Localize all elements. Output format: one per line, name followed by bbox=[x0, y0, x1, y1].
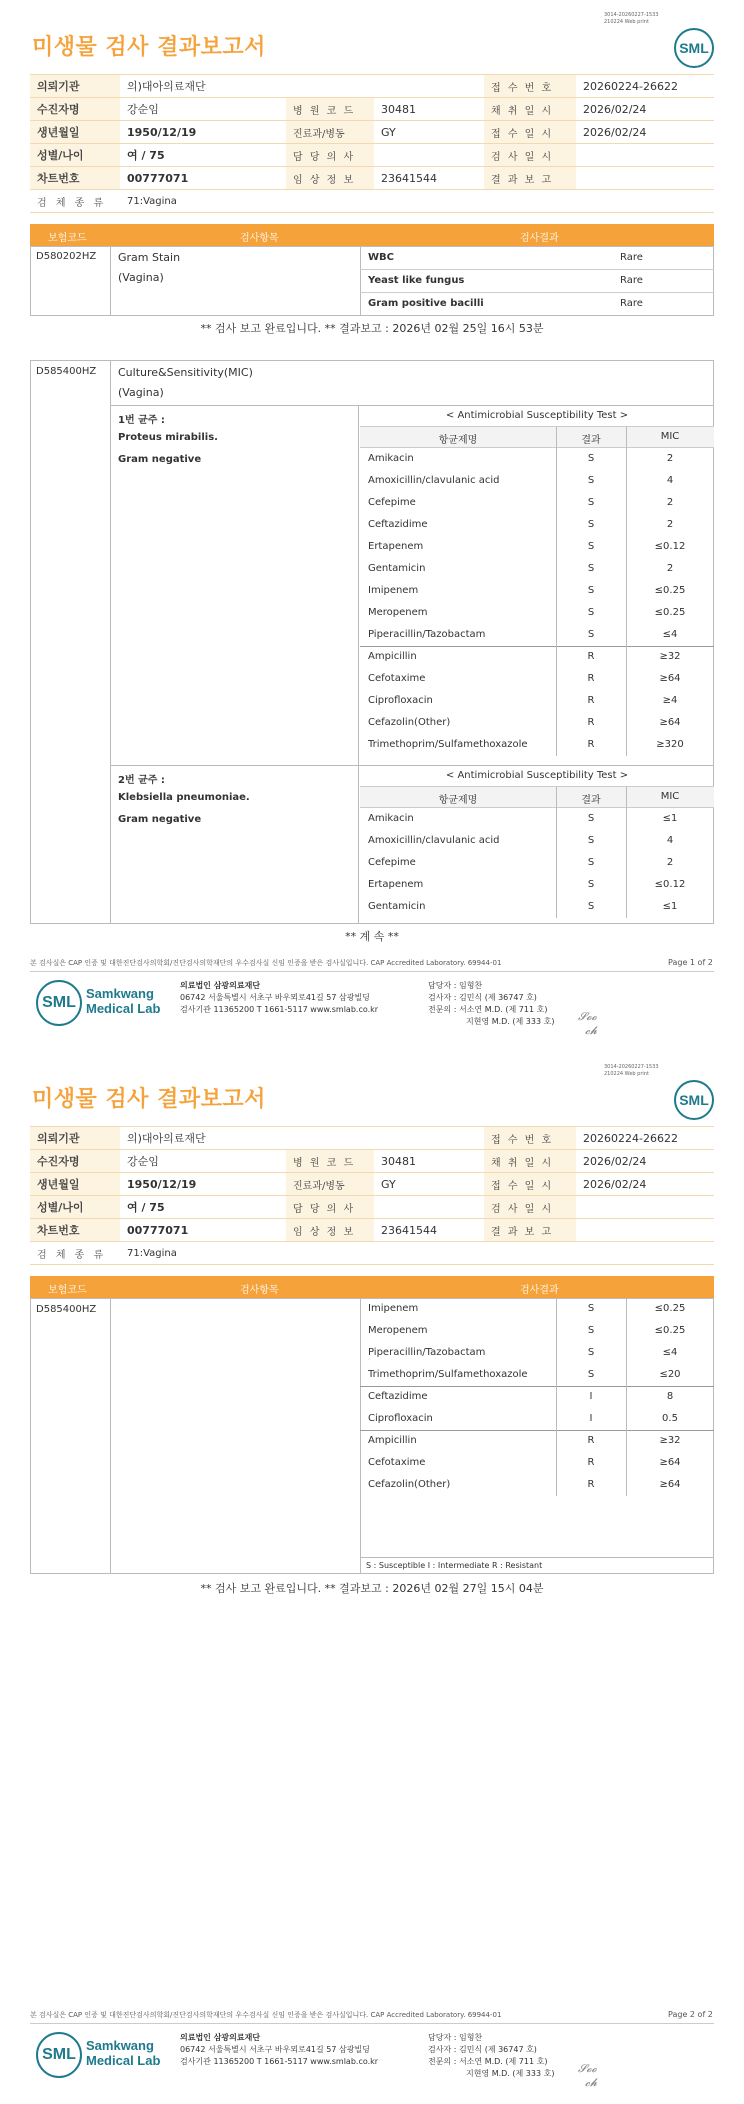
value: 23641544 bbox=[374, 167, 484, 190]
col-code: 보험코드 bbox=[48, 233, 87, 244]
footer-sml-logo: SML bbox=[36, 2032, 82, 2078]
report-complete-note: ** 검사 보고 완료입니다. ** 결과보고 : 2026년 02월 25일 16시 53분 bbox=[200, 322, 544, 335]
drug-name: Cefepime bbox=[368, 497, 416, 508]
drug-name: Imipenem bbox=[368, 585, 419, 596]
ast-col-result: 결과 bbox=[581, 435, 601, 446]
value: 1950/12/19 bbox=[120, 1173, 286, 1196]
col-divider bbox=[556, 427, 557, 756]
value: 71:Vagina bbox=[120, 190, 714, 213]
gram-result-value: Rare bbox=[620, 252, 643, 263]
drug-result: I bbox=[589, 1413, 593, 1424]
brand-line: Medical Lab bbox=[86, 1001, 161, 1016]
label: 검 사 일 시 bbox=[484, 144, 576, 167]
drug-name: Piperacillin/Tazobactam bbox=[368, 629, 486, 640]
drug-result: R bbox=[587, 673, 595, 684]
value: 의)대아의료재단 bbox=[120, 1127, 484, 1150]
drug-result: S bbox=[587, 629, 595, 640]
sml-logo: SML bbox=[674, 28, 714, 68]
test-specimen: (Vagina) bbox=[118, 271, 164, 284]
footer-sml-logo: SML bbox=[36, 980, 82, 1026]
label: 의뢰기관 bbox=[30, 75, 120, 98]
drug-mic: ≤0.25 bbox=[654, 585, 686, 596]
gram-result-name: Gram positive bacilli bbox=[368, 298, 484, 309]
drug-name: Gentamicin bbox=[368, 901, 426, 912]
drug-mic: ≥32 bbox=[659, 651, 681, 662]
drug-mic: ≥64 bbox=[659, 717, 681, 728]
footer-staff bbox=[428, 980, 554, 1028]
label: 성별/나이 bbox=[30, 144, 120, 167]
accreditation-note: 본 검사실은 CAP 인증 및 대한진단검사의학회/진단검사의학재단의 우수검사실 신임 인증을 받은 검사실입니다. CAP Accredited Laboratory. 69944-01 bbox=[30, 959, 502, 967]
result-section-header bbox=[30, 1276, 714, 1298]
print-code-line: 210224 Web print bbox=[604, 19, 649, 25]
drug-mic: ≤4 bbox=[662, 629, 678, 640]
footer-brand bbox=[86, 2038, 160, 2068]
drug-mic: ≤0.12 bbox=[654, 541, 686, 552]
document-title: 미생물 검사 결과보고서 bbox=[32, 1087, 266, 1112]
drug-mic: 4 bbox=[666, 835, 674, 846]
drug-result: S bbox=[587, 813, 595, 824]
test-specimen: (Vagina) bbox=[118, 386, 164, 399]
value bbox=[374, 144, 484, 167]
label: 병 원 코 드 bbox=[286, 98, 374, 121]
gram-result-name: Yeast like fungus bbox=[368, 275, 465, 286]
drug-result: R bbox=[587, 1435, 595, 1446]
value: 여 / 75 bbox=[120, 1196, 286, 1219]
drug-name: Ciprofloxacin bbox=[368, 1413, 433, 1424]
drug-mic: ≤20 bbox=[659, 1369, 681, 1380]
drug-result: S bbox=[587, 857, 595, 868]
drug-name: Ceftazidime bbox=[368, 1391, 428, 1402]
drug-name: Imipenem bbox=[368, 1303, 419, 1314]
staff-line: 담당자 : 임형찬 bbox=[428, 981, 483, 990]
ast-col-mic: MIC bbox=[660, 431, 680, 442]
drug-mic: ≤1 bbox=[662, 901, 678, 912]
value bbox=[374, 1196, 484, 1219]
value: 1950/12/19 bbox=[120, 121, 286, 144]
print-code-line: 3014-20260227-1533 bbox=[604, 1064, 659, 1070]
drug-result: R bbox=[587, 651, 595, 662]
drug-mic: 8 bbox=[666, 1391, 674, 1402]
corp-name: 의료법인 삼광의료재단 bbox=[180, 2033, 261, 2042]
drug-mic: ≥64 bbox=[659, 1457, 681, 1468]
corp-name: 의료법인 삼광의료재단 bbox=[180, 981, 261, 990]
address: 06742 서울특별시 서초구 바우뫼로41길 57 삼광빌딩 bbox=[180, 2045, 370, 2054]
label: 임 상 정 보 bbox=[286, 1219, 374, 1242]
drug-name: Meropenem bbox=[368, 607, 428, 618]
drug-result: S bbox=[587, 879, 595, 890]
drug-name: Cefazolin(Other) bbox=[368, 717, 451, 728]
value bbox=[576, 1196, 714, 1219]
drug-mic: ≤0.25 bbox=[654, 607, 686, 618]
value: 2026/02/24 bbox=[576, 1173, 714, 1196]
drug-result: S bbox=[587, 475, 595, 486]
col-divider bbox=[626, 427, 627, 756]
drug-mic: ≤0.25 bbox=[654, 1325, 686, 1336]
page-number: Page 1 of 2 bbox=[668, 958, 713, 967]
page-number: Page 2 of 2 bbox=[668, 2010, 713, 2019]
label: 차트번호 bbox=[30, 167, 120, 190]
divider bbox=[360, 807, 714, 808]
drug-mic: ≥64 bbox=[659, 673, 681, 684]
value: 2026/02/24 bbox=[576, 98, 714, 121]
insurance-code: D585400HZ bbox=[36, 1304, 97, 1315]
value: 23641544 bbox=[374, 1219, 484, 1242]
gram-result-value: Rare bbox=[620, 275, 643, 286]
drug-result: S bbox=[587, 497, 595, 508]
drug-name: Cefotaxime bbox=[368, 1457, 426, 1468]
report-page-2 bbox=[0, 1052, 744, 2104]
drug-mic: ≤1 bbox=[662, 813, 678, 824]
drug-mic: ≤0.25 bbox=[654, 1303, 686, 1314]
label: 접 수 일 시 bbox=[484, 1173, 576, 1196]
drug-name: Cefepime bbox=[368, 857, 416, 868]
footer-address bbox=[180, 2032, 378, 2068]
print-code-line: 3014-20260227-1533 bbox=[604, 12, 659, 18]
drug-name: Piperacillin/Tazobactam bbox=[368, 1347, 486, 1358]
drug-name: Cefotaxime bbox=[368, 673, 426, 684]
col-divider bbox=[556, 1298, 557, 1496]
group-divider bbox=[360, 1430, 714, 1431]
value: 20260224-26622 bbox=[576, 75, 714, 98]
patient-info-table bbox=[30, 74, 714, 213]
drug-mic: 0.5 bbox=[662, 1413, 678, 1424]
drug-result: S bbox=[587, 835, 595, 846]
label: 담 당 의 사 bbox=[286, 1196, 374, 1219]
staff-line: 지현영 M.D. (제 333 호) bbox=[466, 2069, 555, 2078]
signature-image: 𝓢𝓸𝓸 𝓬𝓱 bbox=[578, 1010, 597, 1037]
value bbox=[576, 1219, 714, 1242]
drug-result: R bbox=[587, 739, 595, 750]
ast-col-mic: MIC bbox=[660, 791, 680, 802]
value: 20260224-26622 bbox=[576, 1127, 714, 1150]
value: 강순임 bbox=[120, 98, 286, 121]
organism-gram: Gram negative bbox=[118, 454, 202, 465]
drug-result: R bbox=[587, 695, 595, 706]
brand-line: Samkwang bbox=[86, 986, 154, 1001]
label: 채 취 일 시 bbox=[484, 1150, 576, 1173]
result-legend: S : Susceptible I : Intermediate R : Resistant bbox=[366, 1561, 543, 1570]
col-result: 검사결과 bbox=[520, 1285, 559, 1296]
footer-brand bbox=[86, 986, 160, 1016]
organism-label: 2번 균주 : bbox=[118, 775, 165, 786]
staff-line: 검사자 : 김민식 (제 36747 호) bbox=[428, 2045, 537, 2054]
staff-line: 검사자 : 김민식 (제 36747 호) bbox=[428, 993, 537, 1002]
drug-name: Trimethoprim/Sulfamethoxazole bbox=[368, 739, 528, 750]
organism-gram: Gram negative bbox=[118, 814, 202, 825]
gram-result-value: Rare bbox=[620, 298, 643, 309]
label: 접 수 번 호 bbox=[484, 75, 576, 98]
value: 71:Vagina bbox=[120, 1242, 714, 1265]
drug-name: Trimethoprim/Sulfamethoxazole bbox=[368, 1369, 528, 1380]
print-code-line: 210224 Web print bbox=[604, 1071, 649, 1077]
drug-result: S bbox=[587, 1347, 595, 1358]
sml-logo: SML bbox=[674, 1080, 714, 1120]
value: 의)대아의료재단 bbox=[120, 75, 484, 98]
value bbox=[576, 144, 714, 167]
drug-name: Ciprofloxacin bbox=[368, 695, 433, 706]
brand-line: Medical Lab bbox=[86, 2053, 161, 2068]
label: 검 체 종 류 bbox=[30, 190, 120, 213]
drug-name: Amikacin bbox=[368, 813, 414, 824]
drug-mic: ≤0.12 bbox=[654, 879, 686, 890]
col-divider bbox=[626, 787, 627, 918]
value bbox=[576, 167, 714, 190]
col-item: 검사항목 bbox=[240, 1285, 279, 1296]
print-code bbox=[604, 1064, 659, 1078]
address: 06742 서울특별시 서초구 바우뫼로41길 57 삼광빌딩 bbox=[180, 993, 370, 1002]
value: GY bbox=[374, 1173, 484, 1196]
value: 강순임 bbox=[120, 1150, 286, 1173]
document-title: 미생물 검사 결과보고서 bbox=[32, 35, 266, 60]
value: 30481 bbox=[374, 1150, 484, 1173]
report-complete-note: ** 검사 보고 완료입니다. ** 결과보고 : 2026년 02월 27일 15시 04분 bbox=[200, 1582, 544, 1595]
contact: 검사기관 11365200 T 1661-5117 www.smlab.co.kr bbox=[180, 1005, 379, 1014]
staff-line: 전문의 : 서소연 M.D. (제 711 호) bbox=[428, 1005, 548, 1014]
value: 여 / 75 bbox=[120, 144, 286, 167]
label: 진료과/병동 bbox=[286, 121, 374, 144]
drug-name: Ampicillin bbox=[368, 651, 417, 662]
ast-title: < Antimicrobial Susceptibility Test > bbox=[445, 770, 629, 781]
label: 접 수 번 호 bbox=[484, 1127, 576, 1150]
patient-info-table bbox=[30, 1126, 714, 1265]
drug-result: S bbox=[587, 1303, 595, 1314]
organism-label: 1번 균주 : bbox=[118, 415, 165, 426]
drug-mic: 2 bbox=[666, 857, 674, 868]
drug-mic: ≥4 bbox=[662, 695, 678, 706]
drug-mic: ≥320 bbox=[656, 739, 684, 750]
footer-staff bbox=[428, 2032, 554, 2080]
value: 2026/02/24 bbox=[576, 121, 714, 144]
drug-name: Amoxicillin/clavulanic acid bbox=[368, 475, 500, 486]
staff-line: 전문의 : 서소연 M.D. (제 711 호) bbox=[428, 2057, 548, 2066]
col-item: 검사항목 bbox=[240, 233, 279, 244]
ast-title: < Antimicrobial Susceptibility Test > bbox=[445, 410, 629, 421]
group-divider bbox=[360, 1386, 714, 1387]
drug-result: S bbox=[587, 541, 595, 552]
value: 00777071 bbox=[120, 1219, 286, 1242]
insurance-code: D580202HZ bbox=[36, 251, 97, 262]
accreditation-note: 본 검사실은 CAP 인증 및 대한진단검사의학회/진단검사의학재단의 우수검사실 신임 인증을 받은 검사실입니다. CAP Accredited Laboratory. 69944-01 bbox=[30, 2011, 502, 2019]
ast-col-drug: 항균제명 bbox=[438, 795, 478, 806]
drug-mic: ≥32 bbox=[659, 1435, 681, 1446]
drug-name: Meropenem bbox=[368, 1325, 428, 1336]
test-name: Gram Stain bbox=[118, 251, 181, 264]
label: 병 원 코 드 bbox=[286, 1150, 374, 1173]
value: 00777071 bbox=[120, 167, 286, 190]
drug-mic: 2 bbox=[666, 519, 674, 530]
brand-line: Samkwang bbox=[86, 2038, 154, 2053]
drug-result: R bbox=[587, 1457, 595, 1468]
label: 수진자명 bbox=[30, 98, 120, 121]
col-code: 보험코드 bbox=[48, 1285, 87, 1296]
drug-result: R bbox=[587, 1479, 595, 1490]
group-divider bbox=[360, 646, 714, 647]
divider bbox=[360, 447, 714, 448]
drug-result: S bbox=[587, 585, 595, 596]
drug-result: S bbox=[587, 563, 595, 574]
drug-result: S bbox=[587, 453, 595, 464]
organism-name: Klebsiella pneumoniae. bbox=[118, 792, 250, 803]
drug-result: S bbox=[587, 1325, 595, 1336]
col-divider bbox=[556, 787, 557, 918]
label: 접 수 일 시 bbox=[484, 121, 576, 144]
label: 검 체 종 류 bbox=[30, 1242, 120, 1265]
drug-result: S bbox=[587, 607, 595, 618]
drug-mic: 4 bbox=[666, 475, 674, 486]
print-code bbox=[604, 12, 659, 26]
drug-result: R bbox=[587, 717, 595, 728]
drug-mic: 2 bbox=[666, 563, 674, 574]
col-divider bbox=[626, 1298, 627, 1496]
drug-result: I bbox=[589, 1391, 593, 1402]
label: 담 당 의 사 bbox=[286, 144, 374, 167]
value: 30481 bbox=[374, 98, 484, 121]
drug-name: Amikacin bbox=[368, 453, 414, 464]
col-result: 검사결과 bbox=[520, 233, 559, 244]
label: 결 과 보 고 bbox=[484, 1219, 576, 1242]
organism-name: Proteus mirabilis. bbox=[118, 432, 218, 443]
value: GY bbox=[374, 121, 484, 144]
label: 임 상 정 보 bbox=[286, 167, 374, 190]
drug-name: Ampicillin bbox=[368, 1435, 417, 1446]
drug-name: Amoxicillin/clavulanic acid bbox=[368, 835, 500, 846]
result-section-header bbox=[30, 224, 714, 246]
staff-line: 담당자 : 임형찬 bbox=[428, 2033, 483, 2042]
label: 의뢰기관 bbox=[30, 1127, 120, 1150]
insurance-code: D585400HZ bbox=[36, 366, 97, 377]
label: 채 취 일 시 bbox=[484, 98, 576, 121]
drug-name: Cefazolin(Other) bbox=[368, 1479, 451, 1490]
staff-line: 지현영 M.D. (제 333 호) bbox=[466, 1017, 555, 1026]
label: 성별/나이 bbox=[30, 1196, 120, 1219]
contact: 검사기관 11365200 T 1661-5117 www.smlab.co.kr bbox=[180, 2057, 379, 2066]
label: 생년월일 bbox=[30, 1173, 120, 1196]
label: 수진자명 bbox=[30, 1150, 120, 1173]
drug-name: Ertapenem bbox=[368, 879, 424, 890]
ast-col-result: 결과 bbox=[581, 795, 601, 806]
drug-name: Ertapenem bbox=[368, 541, 424, 552]
drug-name: Ceftazidime bbox=[368, 519, 428, 530]
drug-mic: ≥64 bbox=[659, 1479, 681, 1490]
signature-image: 𝓢𝓸𝓸 𝓬𝓱 bbox=[578, 2062, 597, 2089]
label: 결 과 보 고 bbox=[484, 167, 576, 190]
gram-result-name: WBC bbox=[368, 252, 394, 263]
drug-mic: 2 bbox=[666, 453, 674, 464]
footer-address bbox=[180, 980, 378, 1016]
drug-mic: ≤4 bbox=[662, 1347, 678, 1358]
value: 2026/02/24 bbox=[576, 1150, 714, 1173]
drug-mic: 2 bbox=[666, 497, 674, 508]
label: 차트번호 bbox=[30, 1219, 120, 1242]
drug-name: Gentamicin bbox=[368, 563, 426, 574]
test-name: Culture&Sensitivity(MIC) bbox=[118, 366, 253, 379]
drug-result: S bbox=[587, 519, 595, 530]
continued-note: ** 계 속 ** bbox=[345, 930, 399, 943]
label: 검 사 일 시 bbox=[484, 1196, 576, 1219]
drug-result: S bbox=[587, 901, 595, 912]
ast-col-drug: 항균제명 bbox=[438, 435, 478, 446]
label: 생년월일 bbox=[30, 121, 120, 144]
drug-result: S bbox=[587, 1369, 595, 1380]
label: 진료과/병동 bbox=[286, 1173, 374, 1196]
